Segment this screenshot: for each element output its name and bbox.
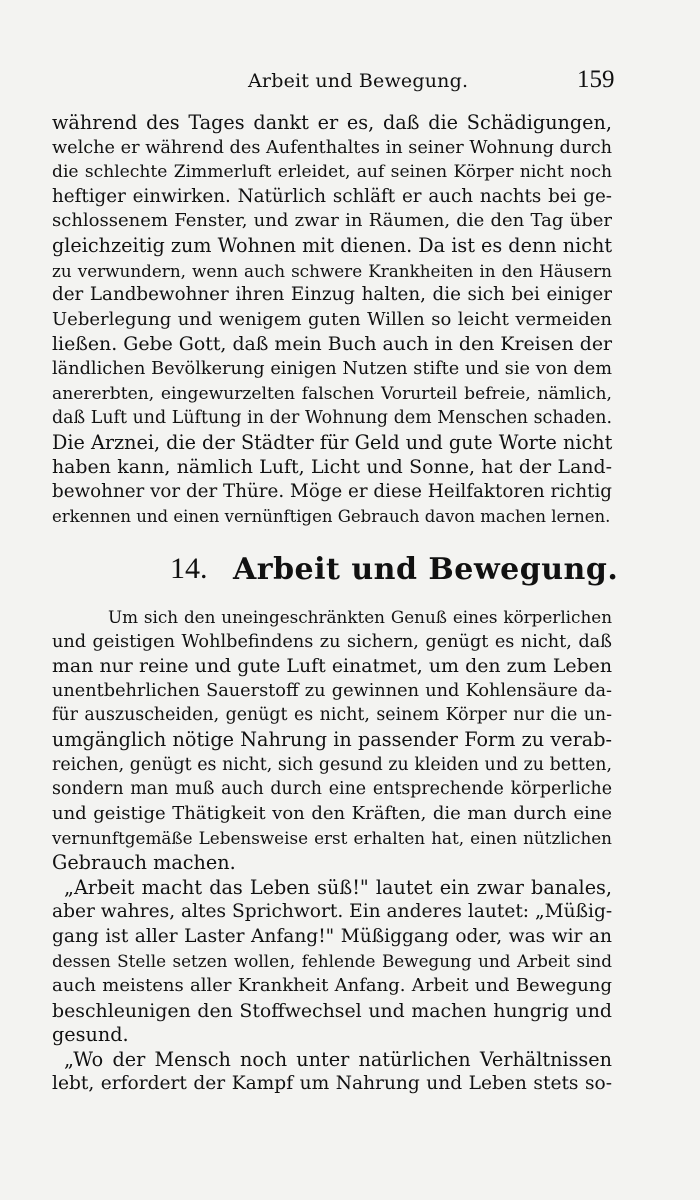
text-line: aber wahres, altes Sprichwort. Ein anderes lautet: „Müßig- xyxy=(52,901,613,923)
text-line: unentbehrlichen Sauerstoff zu gewinnen und Kohlensäure da- xyxy=(52,680,612,701)
text-line: während des Tages dankt er es, daß die Schädigungen, xyxy=(52,111,612,134)
text-line: welche er während des Aufenthaltes in seiner Wohnung durch xyxy=(52,137,612,158)
text-line: man nur reine und gute Luft einatmet, um den zum Leben xyxy=(52,655,612,678)
text-line: beschleunigen den Stoffwechsel und machen hungrig und xyxy=(52,999,612,1022)
text-line: ließen. Gebe Gott, daß mein Buch auch in den Kreisen der xyxy=(52,333,613,356)
text-line: die schlechte Zimmerluft erleidet, auf seinen Körper nicht noch xyxy=(52,162,612,183)
text-line: Ueberlegung und wenigem guten Willen so leicht vermeiden xyxy=(52,308,612,330)
text-line: Gebrauch machen. xyxy=(52,850,236,874)
text-line: reichen, genügt es nicht, sich gesund zu kleiden und zu betten, xyxy=(52,754,612,775)
text-line: gang ist aller Laster Anfang!" Müßiggang oder, was wir an xyxy=(52,925,612,947)
text-line: und geistigen Wohlbefindens zu sichern, genügt es nicht, daß xyxy=(52,631,612,652)
text-line: vernunftgemäße Lebensweise erst erhalten hat, einen nützlichen xyxy=(52,828,612,849)
text-line: heftiger einwirken. Natürlich schläft er auch nachts bei ge- xyxy=(52,185,612,207)
text-line: und geistige Thätigkeit von den Kräften, die man durch eine xyxy=(52,802,612,824)
text-line: gleichzeitig zum Wohnen mit dienen. Da ist es denn nicht xyxy=(52,233,613,257)
text-line: Die Arznei, die der Städter für Geld und gute Worte nicht xyxy=(52,430,613,454)
text-line: schlossenem Fenster, und zwar in Räumen, die den Tag über xyxy=(52,210,612,232)
text-line: „Wo der Mensch noch unter natürlichen Verhältnissen xyxy=(64,1047,612,1071)
page-number: 159 xyxy=(577,66,615,93)
text-line: gesund. xyxy=(52,1023,129,1047)
running-head xyxy=(0,68,700,98)
text-line: daß Luft und Lüftung in der Wohnung dem Menschen schaden. xyxy=(52,408,612,429)
chapter-body xyxy=(52,605,612,1097)
text-line: auch meistens aller Krankheit Anfang. Arbeit und Bewegung xyxy=(52,974,612,996)
chapter-title: Arbeit und Bewegung. xyxy=(233,552,619,587)
text-line: sondern man muß auch durch eine entsprechende körperliche xyxy=(52,779,612,800)
chapter-number: 14. xyxy=(170,552,208,585)
text-line: lebt, erfordert der Kampf um Nahrung und Leben stets so- xyxy=(52,1073,612,1095)
text-line: haben kann, nämlich Luft, Licht und Sonne, hat der Land- xyxy=(52,456,612,479)
text-line: der Landbewohner ihren Einzug halten, die sich bei einiger xyxy=(52,284,612,306)
paragraph-continued xyxy=(52,111,612,529)
text-line: ländlichen Bevölkerung einigen Nutzen stifte und sie von dem xyxy=(52,358,612,379)
text-line: zu verwundern, wenn auch schwere Krankheiten in den Häusern xyxy=(52,260,612,281)
text-line: Um sich den uneingeschränkten Genuß eines körperlichen xyxy=(108,607,612,627)
chapter-heading xyxy=(0,552,700,592)
text-line: anererbten, eingewurzelten falschen Vorurteil befreie, nämlich, xyxy=(52,383,612,404)
text-line: „Arbeit macht das Leben süß!" lautet ein zwar banales, xyxy=(64,875,612,899)
text-line: für auszuscheiden, genügt es nicht, seinem Körper nur die un- xyxy=(52,705,612,726)
running-title: Arbeit und Bewegung. xyxy=(248,70,469,92)
text-line: bewohner vor der Thüre. Möge er diese Heilfaktoren richtig xyxy=(52,480,612,502)
text-line: dessen Stelle setzen wollen, fehlende Bewegung und Arbeit sind xyxy=(52,951,612,972)
text-line: umgänglich nötige Nahrung in passender Form zu verab- xyxy=(52,727,612,751)
text-line: erkennen und einen vernünftigen Gebrauch davon machen lernen. xyxy=(52,506,611,526)
